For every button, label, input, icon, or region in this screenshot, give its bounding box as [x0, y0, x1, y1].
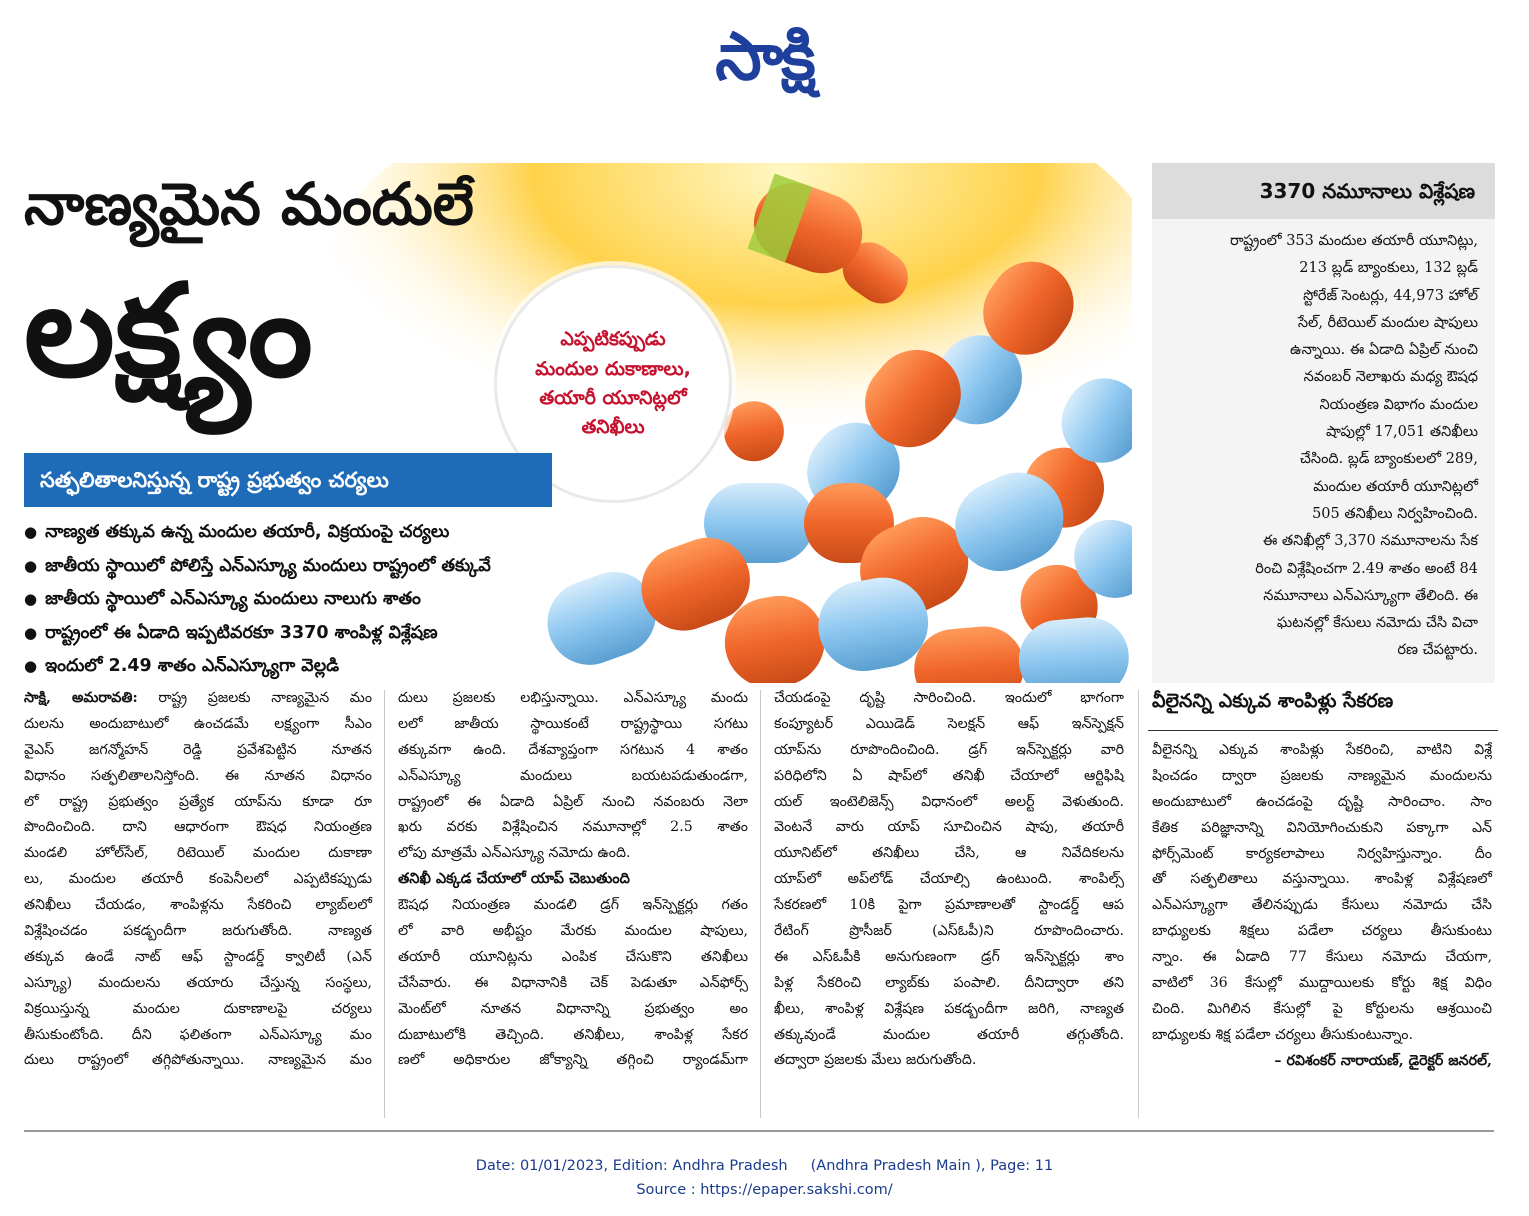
body-line: విశ్లేషించడం పకడ్బందీగా జరుగుతోంది. నాణ్యత: [24, 923, 372, 940]
key-points-list: [24, 516, 491, 684]
page-footer: [0, 1154, 1529, 1202]
sidebar-quote-title: వీలైనన్ని ఎక్కువ శాంపిళ్లు సేకరణ: [1152, 690, 1394, 712]
article-column-1: [24, 686, 372, 1074]
sidebox-line: ఈ తనిఖీల్లో 3,370 నమూనాలను సేక: [1262, 533, 1478, 550]
body-line: తక్కువ ఉండే నాట్ ఆఫ్ స్టాండర్డ్ క్వాలిటీ (ఎన్: [24, 948, 372, 965]
key-point: ● నాణ్యత తక్కువ ఉన్న మందుల తయారీ, విక్రయంపై చర్యలు: [24, 516, 491, 550]
body-line: తనిఖీలు చేయడం, శాంపిళ్లను సేకరించి ల్యాబ్‌లలో: [24, 897, 372, 914]
body-line: కంప్యూటర్ ఎయిడెడ్ సెలక్షన్ ఆఫ్ ఇన్‌స్పెక్షన్: [774, 715, 1124, 732]
bubble-line: తయారీ యూనిట్లలో: [539, 387, 687, 409]
sidebox-line: మందుల తయారీ యూనిట్లలో: [1313, 478, 1478, 495]
body-line: పొందించింది. దాని ఆధారంగా ఔషధ నియంత్రణ: [24, 819, 372, 836]
body-line: పరిధిలోని ఏ షాప్‌లో తనిఖీ చేయాలో ఆర్టిఫిషి: [774, 767, 1124, 784]
body-line: సాక్షి, అమరావతి: రాష్ట్ర ప్రజలకు నాణ్యమైన మం: [24, 690, 373, 706]
body-line: లో రాష్ట్ర ప్రభుత్వం ప్రత్యేక యాప్‌ను కూడా రూ: [24, 793, 372, 810]
body-line: యాప్‌లో అప్‌లోడ్ చేయాల్సి ఉంటుంది. శాంపిల్స్: [774, 871, 1124, 888]
logo-text: సాక్షి: [715, 18, 814, 95]
body-line: తక్కువుండే మందుల తయారీ తగ్గుతోంది.: [774, 1026, 1124, 1043]
body-line: లో వారి అభీష్టం మేరకు మందుల షాపులు,: [398, 923, 748, 940]
body-line: లు, మందుల తయారీ కంపెనీలలో ఎప్పటికప్పుడు: [24, 871, 372, 888]
body-line: లలో జాతీయ స్థాయికంటే రాష్ట్రస్థాయి సగటు: [398, 715, 748, 732]
bubble-line: మందుల దుకాణాలు,: [535, 357, 691, 380]
body-line: మెంట్‌లో నూతన విధానాన్ని ప్రభుత్వం అం: [398, 1000, 748, 1017]
body-line: వాటిలో 36 కేసుల్లో ముద్దాయిలకు కోర్టు శిక్ష విధిం: [1152, 975, 1492, 992]
sidebox-line: ఉన్నాయి. ఈ ఏడాది ఏప్రిల్ నుంచి: [1290, 342, 1478, 359]
body-line: వీలైనన్ని ఎక్కువ శాంపిళ్లు సేకరించి, వాటిని విశ్లే: [1152, 742, 1492, 758]
dateline: సాక్షి, అమరావతి:: [24, 690, 138, 706]
footer-source: Source : https://epaper.sakshi.com/: [636, 1182, 893, 1198]
sidebox-body: [1152, 228, 1478, 665]
body-line: తో సత్ఫలితాలు వస్తున్నాయి. శాంపిళ్ల విశ్లేషణలో: [1152, 871, 1492, 888]
quote-signature: – రవిశంకర్ నారాయణ్, డైరెక్టర్ జనరల్,: [1274, 1052, 1492, 1069]
body-line: ఖరు వరకు విశ్లేషించిన నమూనాల్లో 2.5 శాతం: [398, 819, 748, 836]
sidebox-line: చేసింది. బ్లడ్ బ్యాంకులలో 289,: [1299, 451, 1478, 468]
footer-date-edition: Date: 01/01/2023, Edition: Andhra Pradesh (Andhra Pradesh Main ), Page: 11: [475, 1158, 1054, 1174]
sidebox-title: 3370 నమూనాలు విశ్లేషణ: [1152, 163, 1495, 219]
key-point: ● రాష్ట్రంలో ఈ ఏడాది ఇప్పటివరకూ 3370 శాంపిళ్ల విశ్లేషణ: [24, 617, 491, 651]
body-line: దులను అందుబాటులో ఉంచడమే లక్ష్యంగా సీఎం: [24, 715, 372, 732]
sidebox-line: షాపుల్లో 17,051 తనిఖీలు: [1326, 424, 1478, 441]
body-line: వెంటనే వారు యాప్ సూచించిన షాపు, తయారీ: [774, 819, 1124, 836]
sidebox-line: నమూనాలు ఎన్ఎస్క్యూగా తేలింది. ఈ: [1263, 587, 1478, 604]
body-line: ణలో అధికారుల జోక్యాన్ని తగ్గించి ర్యాండమ్‌గా: [398, 1052, 748, 1069]
body-line: ఎన్ఎస్క్యూగా తేలినప్పుడు కేసులు నమోదు చేసి: [1152, 897, 1492, 914]
body-line: విక్రయిస్తున్న మందుల దుకాణాలపై చర్యలు: [24, 1000, 372, 1017]
sidebox-line: ఘటనల్లో కేసులు నమోదు చేసి విచా: [1276, 615, 1478, 632]
body-line: కేతిక పరిజ్ఞానాన్ని వినియోగించుకుని పక్కాగా ఎన్: [1152, 819, 1492, 836]
body-line: దులు రాష్ట్రంలో తగ్గిపోతున్నాయి. నాణ్యమైన మం: [24, 1052, 372, 1069]
bottom-rule: [24, 1130, 1494, 1132]
body-line: బాధ్యులకు శిక్షలు పడేలా చర్యలు తీసుకుంటు: [1152, 923, 1492, 940]
body-line: న్నాం. ఈ ఏడాది 77 కేసులు నమోదు చేయగా,: [1152, 949, 1492, 966]
body-line: చేసేవారు. ఈ విధానానికి చెక్ పెడుతూ ఎన్‌ఫోర్స్: [398, 974, 748, 991]
key-point: ● జాతీయ స్థాయిలో ఎన్ఎస్క్యూ మందులు నాలుగు శాతం: [24, 583, 491, 617]
body-line: విధానం సత్ఫలితాలనిస్తోంది. ఈ నూతన విధానం: [24, 767, 372, 784]
sidebox-line: 505 తనిఖీలు నిర్వహించింది.: [1312, 505, 1478, 522]
sidebox-line: సేల్, రీటెయిల్ మందుల షాపులు: [1297, 314, 1478, 331]
body-line: తీసుకుంటోంది. దీని ఫలితంగా ఎన్ఎస్క్యూ మం: [24, 1026, 372, 1043]
column-divider: [760, 690, 761, 1118]
body-line: ఈ ఎస్ఓపీకి అనుగుణంగా డ్రగ్ ఇన్‌స్పెక్టర్లు శాం: [774, 948, 1124, 965]
body-line: యాప్‌ను రూపొందించింది. డ్రగ్ ఇన్‌స్పెక్టర్లు వారి: [774, 741, 1124, 758]
body-line: అందుబాటులో ఉంచడంపై దృష్టి సారించాం. సాం: [1152, 793, 1492, 810]
body-line: రాష్ట్రంలో ఈ ఏడాది ఏప్రిల్ నుంచి నవంబరు నెలా: [398, 793, 748, 810]
key-point: ● ఇందులో 2.49 శాతం ఎన్ఎస్క్యూగా వెల్లడి: [24, 650, 491, 684]
body-line: ఎన్ఎస్క్యూ మందులు బయటపడుతుండగా,: [398, 767, 748, 784]
column-divider: [384, 690, 385, 1118]
body-line: ఫోర్స్‌మెంట్ కార్యకలాపాలు నిర్వహిస్తున్నాం. దీం: [1152, 845, 1492, 862]
body-line: తయారీ యూనిట్లను ఎంపిక చేసుకొని తనిఖీలు: [398, 948, 748, 965]
sidebox-line: రించి విశ్లేషించగా 2.49 శాతం అంటే 84: [1255, 560, 1478, 577]
body-line: బాధ్యులకు శిక్ష పడేలా చర్యలు తీసుకుంటున్నాం.: [1152, 1026, 1413, 1043]
subheadline-bar: సత్ఫలితాలనిస్తున్న రాష్ట్ర ప్రభుత్వం చర్యలు: [24, 453, 552, 507]
body-line: మండలి హోల్‌సేల్, రిటెయిల్ మందుల దుకాణా: [24, 845, 372, 862]
body-line: సేకరణలో 10కి పైగా ప్రమాణాలతో స్టాండర్డ్ ఆప: [774, 897, 1124, 914]
headline-line-2: లక్ష్యం: [24, 257, 313, 406]
bubble-line: తనిఖీలు: [581, 416, 645, 439]
body-line: షించడం ద్వారా ప్రజలకు నాణ్యమైన మందులను: [1152, 767, 1492, 784]
sidebox-line: రణ చేపట్టారు.: [1397, 642, 1478, 659]
sidebox-line: రాష్ట్రంలో 353 మందుల తయారీ యూనిట్లు,: [1229, 233, 1478, 249]
body-line: లోపు మాత్రమే ఎన్ఎస్క్యూ నమోదు ఉంది.: [398, 845, 631, 862]
body-line: దులు ప్రజలకు లభిస్తున్నాయి. ఎన్ఎస్క్యూ మందు: [398, 690, 748, 706]
sidebox-line: 213 బ్లడ్ బ్యాంకులు, 132 బ్లడ్: [1299, 260, 1478, 277]
body-line: యల్ ఇంటెలిజెన్స్ విధానంలో అలర్ట్ వెళుతుంది.: [774, 793, 1124, 810]
sidebar-quote-body: [1152, 738, 1492, 1075]
body-line: దుబాటులోకి తెచ్చింది. తనిఖీలు, శాంపిళ్ల సేకర: [398, 1026, 748, 1043]
body-line: చింది. మిగిలిన కేసుల్లో పై కోర్టులను ఆశ్రయించి: [1152, 1000, 1492, 1017]
body-line: రేటింగ్ ప్రొసీజర్ (ఎస్ఓపీ)ని రూపొందించారు.: [774, 923, 1124, 940]
key-point: ● జాతీయ స్థాయిలో పోలిస్తే ఎన్ఎస్క్యూ మందులు రాష్ట్రంలో తక్కువే: [24, 550, 491, 584]
section-subhead: తనిఖీ ఎక్కడ చేయాలో యాప్ చెబుతుంది: [398, 871, 630, 888]
bubble-line: ఎప్పటికప్పుడు: [560, 328, 666, 351]
body-line: తక్కువగా ఉంది. దేశవ్యాప్తంగా సగటున 4 శాతం: [398, 741, 748, 758]
body-line: చేయడంపై దృష్టి సారించింది. ఇందులో భాగంగా: [774, 690, 1124, 706]
body-line: ఎస్క్యూ) మందులను తయారు చేస్తున్న సంస్థలు,: [24, 974, 372, 991]
body-line: ఖీలు, శాంపిళ్ల విశ్లేషణ పకడ్బందీగా జరిగి, నాణ్యత: [774, 1000, 1124, 1017]
sidebox-line: నవంబర్ నెలాఖరు మధ్య ఔషధ: [1303, 369, 1478, 386]
sidebox-line: నియంత్రణ విభాగం మందుల: [1319, 396, 1478, 413]
body-line: తద్వారా ప్రజలకు మేలు జరుగుతోంది.: [774, 1052, 977, 1069]
headline-line-1: నాణ్యమైన మందులే: [24, 170, 474, 238]
body-line: పిళ్ల సేకరించి ల్యాబ్‌కు పంపాలి. దీనిద్వారా తని: [774, 974, 1124, 991]
article-column-3: [774, 686, 1124, 1074]
sidebar-quote-rule: [1148, 730, 1498, 731]
article-column-2: [398, 686, 748, 1074]
body-line: వైఎస్ జగన్మోహన్ రెడ్డి ప్రవేశపెట్టిన నూతన: [24, 741, 372, 758]
column-divider: [1138, 690, 1139, 1118]
body-line: యూనిట్‌లో తనిఖీలు చేసి, ఆ నివేదికలను: [774, 845, 1124, 862]
sidebox-line: స్టోరేజ్ సెంటర్లు, 44,973 హోల్: [1303, 287, 1478, 304]
body-line: ఔషధ నియంత్రణ మండలి డ్రగ్ ఇన్‌స్పెక్టర్లు గతం: [398, 897, 748, 914]
masthead-logo: [0, 18, 1529, 111]
